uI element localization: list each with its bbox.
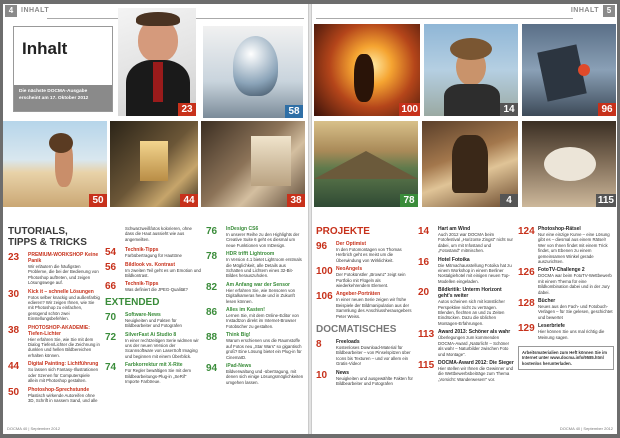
toc-entry-title: Kick it – schnelle Lösungen <box>28 288 94 295</box>
toc-entry-title: Leserbriefe <box>538 323 565 330</box>
photo-glass-object <box>203 26 303 118</box>
toc-entry-title: Hart am Wind <box>438 226 471 232</box>
toc-entry-row <box>8 361 100 383</box>
toc-entry-description: Plastisch wirkende Autoreifen ohne 3D, Schrift in nassem Sand, und alle <box>28 392 98 403</box>
toc-entry-body <box>28 325 100 359</box>
toc-entry-description: In Version 4.1 bietet Lightroom erstmals die Möglichkeit, alle Details aus Schatten und Lichtern eines 32-Bit-Bildes herauszuholen. <box>226 257 302 279</box>
toc-entry <box>105 312 201 329</box>
toc-entry-description: In den Fotomontagen von Thomas Herbrich geht es meist um die Überwindung von Wirklichkeit. <box>336 247 402 263</box>
thumb-number: 96 <box>598 103 616 116</box>
toc-page-number: 106 <box>316 291 333 303</box>
toc-entry <box>206 363 304 385</box>
toc-entry <box>518 323 614 340</box>
toc-entry-row <box>105 332 201 360</box>
photo-interior <box>201 121 305 207</box>
toc-entry <box>518 226 614 264</box>
toc-entry-row <box>316 291 414 319</box>
toc-page-number: 14 <box>418 226 430 237</box>
toc-page-number: 38 <box>8 324 20 336</box>
toc-entry-body <box>125 312 201 329</box>
thumb-number: 100 <box>401 104 418 115</box>
toc-entry <box>518 298 614 320</box>
toc-page-number: 126 <box>518 267 535 279</box>
toc-entry-description: Wir erläutern die häufigsten Probleme, die bei der Bedienung von Photoshop auftreten, und zeigen Lösungswege auf. <box>28 264 99 286</box>
toc-page-number: 56 <box>105 261 117 273</box>
left-col-2 <box>105 226 201 388</box>
toc-entry <box>105 332 201 360</box>
toc-page-number: 124 <box>518 226 535 237</box>
toc-entry-body <box>336 339 414 367</box>
right-col-3 <box>518 226 614 370</box>
toc-entry-body <box>125 247 201 258</box>
toc-entry-description: Überlegungen zum kommenden DOCMA-Award „Natürlich! – Schöner als wahr – Naturbilder zwischen Foto und Montage“. <box>438 335 510 357</box>
photo-dark-room <box>110 121 198 207</box>
toc-entry-description: In unserer Reihe zu den Highlights der Creative Suite 6 geht es diesmal um neue Funktionen von InDesign. <box>226 232 300 248</box>
toc-entry <box>8 289 100 322</box>
section-heading-extended: EXTENDED <box>105 296 160 308</box>
photo-hair-shape <box>450 38 492 60</box>
toc-entry-title: News <box>336 369 350 376</box>
toc-entry-body <box>226 332 304 360</box>
toc-entry-body <box>538 267 614 295</box>
toc-entry-title: Am Anfang war der Sensor <box>226 281 290 288</box>
toc-page-number: 100 <box>316 266 333 278</box>
toc-entry-description: In einer neuen Serie zeigen wir frühe Beispiele der Bildmanipulation aus der Sammlung des Anschlussherausgebers Peter Weiss. <box>336 297 412 319</box>
toc-entry-description: Was definiert die JPEG-Qualität? <box>125 287 188 293</box>
toc-entry-row <box>518 323 614 340</box>
toc-entry-description: DOCMA war beim FotoTV-Wettbewerb mit einem Thema für eine Bildkombination dabei und in der Jury dabei. <box>538 273 612 295</box>
toc-entry-title: Photoshop-Sprechstunde <box>28 386 90 393</box>
toc-entry <box>8 252 100 286</box>
photo-person-shape <box>452 135 488 193</box>
toc-list <box>316 241 414 319</box>
toc-entry <box>316 339 414 367</box>
toc-page-number: 76 <box>206 226 218 237</box>
thumb-number: 58 <box>285 105 303 118</box>
left-page-number: 4 <box>5 5 17 17</box>
toc-entry-description: Nur eine einzige Kurve – eine Lösung gibt es – diesmal aus einem Rätsel! Wer von Ihnen findet mit einem Trick findet, um Ebenen zu einem gemeinsamen Winkel gerade auszurichten. <box>538 232 610 265</box>
toc-page-number: 16 <box>418 256 430 268</box>
toc-entry-body <box>336 266 414 288</box>
photo-jacket-shape <box>444 84 500 116</box>
toc-entry <box>418 257 514 285</box>
right-page-header <box>312 4 617 18</box>
toc-page-number: 88 <box>206 332 218 344</box>
toc-entry-body <box>226 363 304 385</box>
photo-creature-shape <box>544 147 596 181</box>
toc-entry-title: iPad-News <box>226 362 252 369</box>
toc-entry-row <box>316 241 414 263</box>
photo-beach-woman <box>3 121 107 207</box>
toc-entry-title: Hotel Fotoika <box>438 256 470 263</box>
toc-entry <box>316 241 414 263</box>
toc-entry-row <box>418 329 514 357</box>
toc-entry-description: Neues aus den Fach- und Fotobuch-Verlagen – für Sie gelesen, geschichtet und bewertet <box>538 304 613 320</box>
toc-entry <box>8 361 100 383</box>
toc-entry-title: Award 2013: Schöner als wahr <box>438 329 511 336</box>
section-heading-projekte: PROJEKTE <box>316 226 370 237</box>
left-col-3 <box>206 226 304 388</box>
toc-entry-description: Warum erschienen uns die Raumstoffe auf Fotos neu „Star Wars“ so gigantisch groß? Eine Lösung bietet ein Plug-in für CinemaID. <box>226 338 302 360</box>
thumb-number: 23 <box>178 103 196 116</box>
toc-entry-row <box>418 360 514 382</box>
toc-entry-title: Angeber-Porträten <box>336 291 381 298</box>
toc-entry-body <box>226 307 304 329</box>
toc-page-number: 113 <box>418 329 435 341</box>
toc-entry-row <box>418 257 514 285</box>
toc-entry-row <box>206 251 304 279</box>
photo-vintage-room <box>422 121 518 207</box>
toc-entry-row <box>518 298 614 320</box>
photo-fire-angel <box>314 24 420 116</box>
toc-entry-title: Alles im Kasten! <box>226 307 265 314</box>
toc-entry-body <box>226 226 304 248</box>
toc-entry-body <box>28 387 100 404</box>
photo-man-wind <box>424 24 518 116</box>
toc-entry <box>105 362 201 384</box>
photo-mountain-shape <box>314 151 418 179</box>
toc-page-number: 72 <box>105 331 117 343</box>
toc-page-number: 115 <box>418 359 435 371</box>
toc-entry-row <box>518 226 614 264</box>
toc-entry-body <box>28 289 100 322</box>
toc-page-number: 8 <box>316 339 322 351</box>
toc-entry <box>316 291 414 319</box>
toc-entry-title: Photoshop-Rätsel <box>538 226 581 232</box>
thumb-number: 78 <box>400 194 418 207</box>
toc-entry-title: Der Optimist <box>336 241 367 247</box>
toc-entry-description: Kostenloses Download-Material für Bildbearbeiter – von Pinselspitzen über Icons bis Texturen – und vor allem ein Gratis-Video! <box>336 345 411 367</box>
toc-entry-body <box>438 360 514 382</box>
toc-entry-title: PREMIUM-WORKSHOP Keine Panik <box>28 252 99 264</box>
toc-entry <box>418 360 514 382</box>
toc-entry-body <box>125 332 201 360</box>
toc-entry-description: Der Fotokünstler „Brownz“ zeigt sein Portfolio mit Flügeln als wiederkehrendem Element. <box>336 272 406 289</box>
thumb-number: 14 <box>500 103 518 116</box>
toc-page-number: 20 <box>418 287 430 299</box>
thumb-number: 4 <box>500 194 518 207</box>
toc-entry-row <box>105 262 201 279</box>
toc-list <box>8 252 100 403</box>
toc-entry-row <box>8 387 100 404</box>
toc-entry-row <box>316 339 414 367</box>
toc-entry-row <box>316 370 414 387</box>
toc-page-number: 54 <box>105 247 117 259</box>
toc-entry <box>518 267 614 295</box>
toc-entry-body <box>438 226 514 254</box>
toc-page-number: 82 <box>206 281 218 293</box>
toc-entry-description: Hier erfahren Sie, wie Sensoren von Digitalkameras heute und in Zukunft lesen können. <box>226 287 296 304</box>
toc-entry-title: Bildlook vs. Kontrast <box>125 261 176 268</box>
toc-page-number: 129 <box>518 323 535 335</box>
toc-entry-row <box>105 362 201 384</box>
photo-hair-shape <box>49 133 73 153</box>
photo-light-shape <box>578 64 590 76</box>
photo-window-shape <box>251 136 291 186</box>
toc-entry-description: Farbübertragung für Hauttöne <box>125 253 182 259</box>
toc-entry-row <box>105 281 201 292</box>
toc-list <box>316 339 414 386</box>
toc-entry-body <box>538 226 614 264</box>
toc-entry-description: In einer rechtzeitigen Serie widmen wir uns der neuen Version der Scannsoftware von LaserSoft Imaging und beginnen mit einem Überblick. <box>125 337 199 359</box>
toc-entry-row <box>316 266 414 288</box>
left-col-1 <box>8 226 100 406</box>
toc-page-number: 23 <box>8 252 20 263</box>
photo-tie-shape <box>153 62 163 102</box>
toc-page-number: 86 <box>206 307 218 319</box>
right-col-1 <box>316 226 414 390</box>
toc-page-number: 70 <box>105 311 117 323</box>
toc-entry-description: So lassen sich Fantasy-Illustrationen oder Szenen für Computerspiele allein mit Photoshop gestalten. <box>28 367 98 384</box>
toc-entry-title: DOCMA-Award 2012: Die Sieger <box>438 359 514 366</box>
right-page <box>312 4 617 434</box>
toc-entry-body <box>538 298 614 320</box>
toc-page-number: 30 <box>8 288 20 300</box>
toc-entry-description: Neuigkeiten und Fakten für Bildbearbeiter und Fotografen <box>125 317 182 329</box>
toc-list <box>206 226 304 385</box>
title-box <box>13 26 113 112</box>
toc-list <box>418 226 514 382</box>
toc-entry-description: Auch 2012 war DOCMA beim Fotofestival „Horizonte Zingst“ nicht nur dabei, um mit Infostand und „Fotostand“ mitmischen. <box>438 232 513 254</box>
toc-entry-body <box>125 362 201 384</box>
toc-entry-title: Technik-Tipps <box>125 281 159 288</box>
toc-page-number: 44 <box>8 361 20 373</box>
toc-list <box>105 312 201 385</box>
toc-entry <box>418 287 514 326</box>
photo-mountain-lake <box>314 121 418 207</box>
toc-page-number: 78 <box>206 251 218 263</box>
toc-entry <box>206 226 304 248</box>
toc-entry-description: Hier stellen wir Ihnen die Gewinner und die Wettbewerbsbeiträge zum Thema „Vorsicht: Wanderwesen!“ vor. <box>438 365 513 382</box>
toc-entry-row <box>418 287 514 326</box>
toc-entry <box>8 387 100 404</box>
toc-entry-title: Freeloads <box>336 339 360 346</box>
toc-entry <box>206 307 304 329</box>
photo-hair-shape <box>136 12 180 26</box>
toc-entry-description: Hier erfahren Sie, wie Sie mit dem Dialog Tiefen/Lichter die Zeichnung in dunklen und hellen Bildbereichen erhalten können. <box>28 336 100 358</box>
toc-entry <box>105 262 201 279</box>
toc-entry-title: Think Big! <box>226 332 251 339</box>
right-header-rule <box>316 18 573 19</box>
thumb-number: 38 <box>287 194 305 207</box>
photo-figure-shape <box>354 54 374 102</box>
toc-entry-title: PHOTOSHOP-AKADEMIE: Tiefen-Lichter <box>28 324 90 337</box>
right-col-2 <box>418 226 514 385</box>
toc-entry-title: Farbkorrektur mit X-Rite <box>125 362 183 369</box>
toc-entry <box>206 282 304 304</box>
toc-entry <box>206 251 304 279</box>
photo-light-door <box>140 141 168 181</box>
toc-entry <box>206 332 304 360</box>
toc-entry-row <box>206 282 304 304</box>
toc-entry-description: Bildverwaltung und -übertragung, mit denen sich einige Lösungsmöglichkeiten umgehen lassen. <box>226 368 304 385</box>
right-footer: DOCMA 40 | September 2012 <box>559 426 613 431</box>
toc-list <box>105 247 201 293</box>
toc-entry-body <box>438 257 514 285</box>
continued-text: Schwarzweißfotos kolorieren, ohne dass die Haut aussieht wie aus angemeilten. <box>125 226 192 242</box>
toc-entry-body <box>125 281 201 292</box>
toc-entry-title: NeoAngels <box>336 266 363 273</box>
thumb-number: 115 <box>597 195 614 206</box>
toc-entry-row <box>8 252 100 286</box>
toc-entry-body <box>125 262 201 279</box>
toc-entry-row <box>206 332 304 360</box>
toc-entry-row <box>8 325 100 359</box>
section-heading-tutorials: TUTORIALS, TIPPS & TRICKS <box>8 226 87 248</box>
toc-entry-title: HDR trifft Lightroom <box>226 251 275 258</box>
toc-page-number: 10 <box>316 369 328 381</box>
photo-angry-man <box>118 8 196 116</box>
toc-entry-description: Fotos selber knackig und außenfarbig edieren? Wir zeigen Ihnen, wie Sie mit Photoshop zu einfachen, genügend schön zwei Einstellungsbefehlen. <box>28 294 100 322</box>
toc-entry-description: Neuigkeiten und ausgewählte Fakten für Bildbearbeiter und Fotografen <box>336 375 413 387</box>
toc-entry-row <box>206 307 304 329</box>
toc-entry-row <box>105 312 201 329</box>
toc-page-number: 94 <box>206 362 218 374</box>
toc-page-number: 50 <box>8 386 20 398</box>
toc-entry-title: Digital Painting: Lichtführung <box>28 361 99 368</box>
toc-entry-row <box>206 363 304 385</box>
photo-bone-creature <box>522 121 616 207</box>
issue-note: Die nächste DOCMA-Ausgabe erscheint am 17. Oktober 2012 <box>14 85 112 111</box>
toc-entry-row <box>105 247 201 258</box>
toc-entry-body <box>226 282 304 304</box>
toc-entry-body <box>336 370 414 387</box>
toc-entry-body <box>538 323 614 340</box>
toc-entry-body <box>226 251 304 279</box>
toc-entry-body <box>438 287 514 326</box>
toc-page-number: 66 <box>105 281 117 293</box>
left-section-label: INHALT <box>21 7 50 14</box>
toc-entry-body <box>28 252 100 286</box>
section-heading-docmatisches: DOCMATISCHES <box>316 324 397 336</box>
toc-entry <box>418 226 514 254</box>
toc-page-number: 128 <box>518 298 535 310</box>
toc-entry-title: FotoTV-Challenge 2 <box>538 267 585 274</box>
toc-entry-body <box>336 291 414 319</box>
photo-glass-shape <box>233 36 278 96</box>
toc-entry-title: Software-News <box>125 311 161 318</box>
left-page <box>3 4 308 434</box>
toc-entry-row <box>8 289 100 322</box>
toc-entry <box>316 370 414 387</box>
toc-entry-description: Lernen Sie, mit dem Online-Editor von Instadtzon direkt im Internet-Browser Fotobücher zu gestalten. <box>226 313 299 329</box>
toc-entry <box>8 325 100 359</box>
toc-entry <box>418 329 514 357</box>
toc-entry-title: Technik-Tipps <box>125 247 159 254</box>
toc-entry-body <box>336 241 414 263</box>
toc-entry-body <box>438 329 514 357</box>
toc-page-number: 96 <box>316 241 328 252</box>
toc-list <box>518 226 614 340</box>
toc-entry <box>316 266 414 288</box>
toc-entry-title: SilverFast Ai Studio 8 <box>125 331 177 338</box>
toc-entry-row <box>206 226 304 248</box>
right-page-number: 5 <box>603 5 615 17</box>
toc-entry-row <box>518 267 614 295</box>
toc-entry-description: Für Regler bewältigen Sie mit dem Bildbearbeitungs-Plug-in „SeRif“ Importe Farbtreue. <box>125 368 191 385</box>
toc-entry-title: InDesign CS6 <box>226 226 259 232</box>
toc-entry-title: Bildkritik: Unterm Horizont geht's weiter <box>438 287 502 300</box>
toc-page-number: 74 <box>105 362 117 374</box>
left-footer: DOCMA 40 | September 2012 <box>7 426 61 431</box>
thumb-number: 50 <box>89 194 107 207</box>
right-section-label: INHALT <box>570 7 599 14</box>
download-note-box: Arbeitsmaterialien zum Heft können Sie im Internet unter www.docma.info/9585.html kostenlos herunterladen. <box>518 346 614 370</box>
photo-robot-city <box>522 24 616 116</box>
toc-entry-row <box>418 226 514 254</box>
toc-entry <box>105 247 201 258</box>
page-title: Inhalt <box>22 39 68 58</box>
toc-entry-description: Autos scheinen sich mit künstlicher Perspektive nicht zu vertragen. Blenden, flechten an und zu Zeiten Eindrücken. Dazu die üblichen Montagen-Erfahrungen. <box>438 299 505 326</box>
toc-entry-description: Die Mitmachausstellung Fotoika hat zu einem Workshop in einem Berliner Nostalgiehotel mit einigen neuen Top-Modellen eingeladen. <box>438 262 512 284</box>
toc-entry <box>105 281 201 292</box>
thumb-number: 44 <box>180 194 198 207</box>
toc-entry-body <box>28 361 100 383</box>
toc-entry-title: Bücher <box>538 298 556 305</box>
toc-entry-description: Im zweiten Teil geht es um Emotion und Bildkontrast. <box>125 267 201 279</box>
toc-entry-description: Hier können Sie uns mal richtig die Meinung sagen. <box>538 329 605 340</box>
